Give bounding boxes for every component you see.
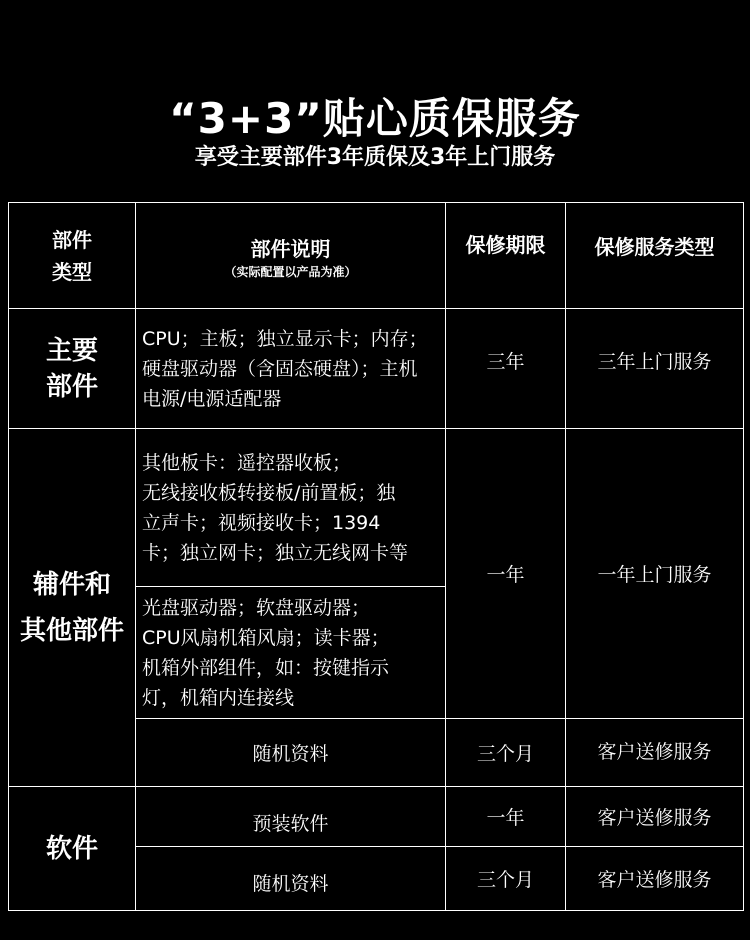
desc-aux-a-line: 无线接收板转接板/前置板；独 — [142, 481, 396, 504]
row-software-preinstalled — [9, 787, 744, 847]
service-cell-software-docs: 客户送修服务 — [566, 847, 744, 911]
period-cell-aux-docs: 三个月 — [446, 719, 566, 787]
desc-cell-aux-a — [136, 429, 446, 587]
desc-aux-b-line: CPU风扇机箱风扇；读卡器； — [142, 626, 390, 649]
period-cell-main: 三年 — [446, 309, 566, 429]
header-desc-note: （实际配置以产品为准） — [224, 264, 357, 279]
desc-cell-main — [136, 309, 446, 429]
page-subtitle: 享受主要部件3年质保及3年上门服务 — [194, 145, 556, 170]
type-cell-aux — [9, 429, 136, 787]
desc-cell-aux-b — [136, 587, 446, 719]
row-main-parts — [9, 309, 744, 429]
period-cell-preinstalled: 一年 — [446, 787, 566, 847]
header-type-line2: 类型 — [52, 259, 92, 284]
type-main-line1: 主要 — [45, 335, 98, 366]
row-aux-parts-a — [9, 429, 744, 587]
header-period: 保修期限 — [465, 233, 546, 257]
header-cell-desc — [136, 203, 446, 309]
type-software: 软件 — [45, 833, 98, 864]
desc-cell-preinstalled: 预装软件 — [136, 787, 446, 847]
header-desc: 部件说明 — [250, 236, 331, 261]
desc-main-line: 硬盘驱动器（含固态硬盘）；主机 — [142, 357, 418, 380]
service-cell-preinstalled: 客户送修服务 — [566, 787, 744, 847]
period-cell-aux: 一年 — [446, 429, 566, 719]
header-cell-period — [446, 203, 566, 309]
desc-aux-b-line: 灯，机箱内连接线 — [142, 686, 295, 709]
service-cell-main: 三年上门服务 — [566, 309, 744, 429]
header-cell-service — [566, 203, 744, 309]
desc-main-line: CPU；主板；独立显示卡；内存； — [142, 327, 428, 350]
desc-cell-aux-docs: 随机资料 — [136, 719, 446, 787]
type-aux-line2: 其他部件 — [19, 615, 124, 646]
header-row — [9, 203, 744, 309]
type-cell-main — [9, 309, 136, 429]
type-main-line2: 部件 — [45, 371, 98, 402]
desc-main-line: 电源/电源适配器 — [142, 387, 282, 410]
header-cell-type — [9, 203, 136, 309]
type-cell-software — [9, 787, 136, 911]
service-cell-aux: 一年上门服务 — [566, 429, 744, 719]
page-title: “3+3”贴心质保服务 — [169, 94, 581, 143]
warranty-table — [8, 202, 744, 911]
type-aux-line1: 辅件和 — [32, 569, 111, 600]
period-cell-software-docs: 三个月 — [446, 847, 566, 911]
desc-aux-b-line: 光盘驱动器；软盘驱动器； — [142, 596, 371, 619]
service-cell-aux-docs: 客户送修服务 — [566, 719, 744, 787]
desc-aux-a-line: 立声卡；视频接收卡；1394 — [142, 511, 381, 534]
header-type-line1: 部件 — [52, 227, 92, 252]
header-service: 保修服务类型 — [594, 235, 715, 259]
desc-cell-software-docs: 随机资料 — [136, 847, 446, 911]
desc-aux-a-line: 卡；独立网卡；独立无线网卡等 — [142, 541, 409, 564]
desc-aux-b-line: 机箱外部组件，如：按键指示 — [142, 656, 390, 679]
desc-aux-a-line: 其他板卡：遥控器收板； — [142, 451, 352, 474]
